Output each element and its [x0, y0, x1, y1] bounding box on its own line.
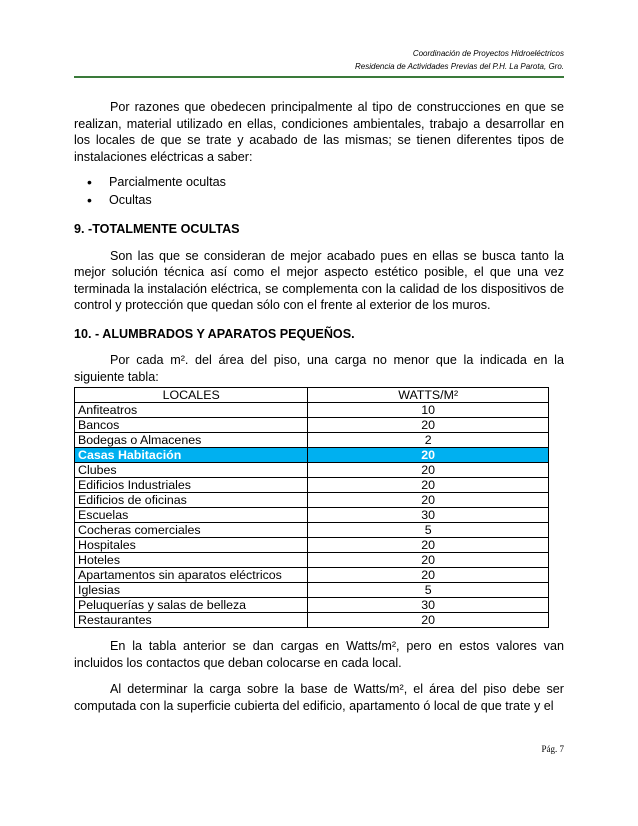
cell-watts: 20	[308, 493, 549, 508]
cell-watts: 2	[308, 433, 549, 448]
table-row	[75, 433, 549, 448]
table-row	[75, 508, 549, 523]
column-header-watts: WATTS/M²	[308, 388, 549, 403]
after-table-paragraph-1: En la tabla anterior se dan cargas en Watts/m², pero en estos valores van incluidos los contactos que deban colocarse en cada local.	[74, 639, 564, 670]
cell-watts: 20	[308, 448, 549, 463]
intro-paragraph: Por razones que obedecen principalmente al tipo de construcciones en que se realizan, material utilizado en ellas, condiciones ambientales, trabajo a desarrollar en los locales de que se trate y acabado de las mismas; se tienen diferentes tipos de instalaciones eléctricas a saber:	[74, 100, 564, 164]
table-row	[75, 418, 549, 433]
table-row	[75, 493, 549, 508]
installation-types-list	[74, 173, 564, 209]
cell-local: Bodegas o Almacenes	[75, 433, 308, 448]
loads-table	[74, 387, 549, 628]
section-10-paragraph: Por cada m². del área del piso, una carga no menor que la indicada en la siguiente tabla:	[74, 353, 564, 384]
cell-watts: 5	[308, 583, 549, 598]
cell-watts: 10	[308, 403, 549, 418]
cell-watts: 5	[308, 523, 549, 538]
column-header-locales: LOCALES	[75, 388, 308, 403]
cell-watts: 30	[308, 508, 549, 523]
table-row	[75, 403, 549, 418]
header-line-1: Coordinación de Proyectos Hidroeléctricos	[412, 49, 564, 58]
table-header-row	[75, 388, 549, 403]
page-header	[300, 47, 564, 73]
cell-local: Bancos	[75, 418, 308, 433]
cell-watts: 20	[308, 538, 549, 553]
cell-local: Casas Habitación	[75, 448, 308, 463]
table-row	[75, 523, 549, 538]
cell-watts: 20	[308, 613, 549, 628]
section-9-paragraph: Son las que se consideran de mejor acabado pues en ellas se busca tanto la mejor solución técnica así como el mejor aspecto estético posible, el que una vez terminada la instalación eléctrica, se complementa con la calidad de los dispositivos de control y protección que quedan sólo con el frente al exterior de los muros.	[74, 248, 564, 312]
cell-local: Cocheras comerciales	[75, 523, 308, 538]
cell-local: Restaurantes	[75, 613, 308, 628]
cell-local: Anfiteatros	[75, 403, 308, 418]
cell-local: Hoteles	[75, 553, 308, 568]
cell-watts: 20	[308, 568, 549, 583]
cell-local: Edificios de oficinas	[75, 493, 308, 508]
table-row	[75, 538, 549, 553]
cell-local: Iglesias	[75, 583, 308, 598]
cell-local: Clubes	[75, 463, 308, 478]
document-body	[74, 99, 564, 714]
header-divider	[74, 76, 564, 78]
table-row	[75, 598, 549, 613]
section-9-title: 9. -TOTALMENTE OCULTAS	[74, 222, 240, 236]
list-item: • Parcialmente ocultas	[100, 173, 564, 191]
list-item: • Ocultas	[100, 191, 564, 209]
page-number: Pág. 7	[541, 744, 564, 754]
after-table-paragraph-2: Al determinar la carga sobre la base de Watts/m², el área del piso debe ser computada con la superficie cubierta del edificio, apartamento ó local de que trate y el	[74, 682, 564, 713]
cell-watts: 30	[308, 598, 549, 613]
table-row	[75, 463, 549, 478]
table-row	[75, 478, 549, 493]
cell-watts: 20	[308, 418, 549, 433]
table-row	[75, 583, 549, 598]
table-row	[75, 613, 549, 628]
cell-local: Escuelas	[75, 508, 308, 523]
cell-watts: 20	[308, 478, 549, 493]
cell-watts: 20	[308, 553, 549, 568]
header-line-2: Residencia de Actividades Previas del P.H. La Parota, Gro.	[355, 62, 564, 71]
cell-local: Edificios Industriales	[75, 478, 308, 493]
section-10-title: 10. - ALUMBRADOS Y APARATOS PEQUEÑOS.	[74, 326, 355, 341]
table-row	[75, 448, 549, 463]
cell-local: Hospitales	[75, 538, 308, 553]
cell-local: Apartamentos sin aparatos eléctricos	[75, 568, 308, 583]
table-row	[75, 553, 549, 568]
table-row	[75, 568, 549, 583]
cell-watts: 20	[308, 463, 549, 478]
cell-local: Peluquerías y salas de belleza	[75, 598, 308, 613]
